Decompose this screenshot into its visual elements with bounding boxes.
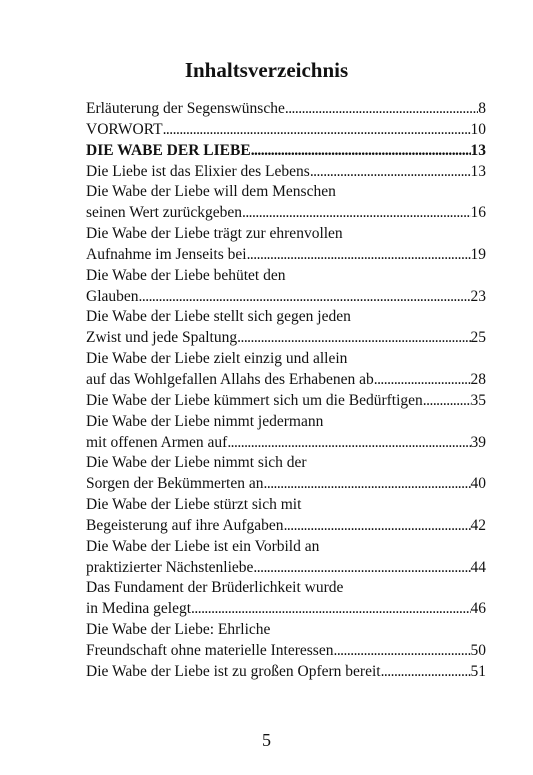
- dot-leader: [139, 287, 471, 308]
- toc-page-number: 10: [470, 120, 486, 138]
- toc-entry-title: Die Wabe der Liebe zielt einzig und allein: [86, 350, 348, 368]
- toc-entry: [86, 120, 486, 141]
- toc-entry-line: [86, 224, 486, 245]
- toc-entry: [86, 495, 486, 537]
- toc-entry: [86, 620, 486, 662]
- toc-entry: [86, 99, 486, 120]
- toc-entry-line: [86, 182, 486, 203]
- toc-entry-line: [86, 433, 486, 454]
- toc-entry-title: in Medina gelegt: [86, 600, 192, 618]
- toc-entry-line: [86, 453, 486, 474]
- toc-entry-title: Glauben: [86, 287, 139, 305]
- toc-entry-title: Sorgen der Bekümmerten an: [86, 475, 264, 493]
- toc-entry-title: Die Wabe der Liebe ist zu großen Opfern bereit: [86, 662, 381, 680]
- toc-entry: [86, 537, 486, 579]
- dot-leader: [423, 391, 471, 412]
- dot-leader: [242, 203, 471, 224]
- toc-entry-line: [86, 558, 486, 579]
- toc-page-number: 51: [470, 662, 486, 680]
- toc-entry-line: [86, 537, 486, 558]
- toc-entry-line: [86, 141, 486, 162]
- toc-page-number: 46: [470, 600, 486, 618]
- dot-leader: [284, 516, 471, 537]
- toc-entry-title: auf das Wohlgefallen Allahs des Erhabenen ab: [86, 370, 374, 388]
- toc-page-number: 44: [470, 558, 486, 576]
- toc-page-number: 42: [470, 516, 486, 534]
- toc-entry-title: Erläuterung der Segenswünsche: [86, 100, 285, 117]
- toc-entry-line: [86, 203, 486, 224]
- toc-entry-line: [86, 328, 486, 349]
- dot-leader: [381, 662, 471, 683]
- toc-entry: [86, 453, 486, 495]
- toc-page-number: 19: [470, 245, 486, 263]
- toc-entry-line: [86, 578, 486, 599]
- dot-leader: [374, 370, 471, 391]
- dot-leader: [264, 474, 471, 495]
- toc-entry-title: Die Wabe der Liebe ist ein Vorbild an: [86, 537, 320, 555]
- toc-page-number: 25: [470, 329, 486, 347]
- toc-entry-title: Die Wabe der Liebe nimmt sich der: [86, 454, 307, 472]
- toc-entry-line: [86, 412, 486, 433]
- toc-page-number: 35: [470, 391, 486, 409]
- toc-entry-line: [86, 307, 486, 328]
- page-title: Inhaltsverzeichnis: [184, 58, 349, 82]
- toc-entry-title: Freundschaft ohne materielle Interessen: [86, 641, 334, 659]
- toc-entry-title: praktizierter Nächstenliebe: [86, 558, 254, 576]
- toc-entry: [86, 162, 486, 183]
- toc-page-number: 8: [478, 100, 486, 117]
- toc-entry-title: Das Fundament der Brüderlichkeit wurde: [86, 579, 344, 597]
- toc-entry-title: Die Wabe der Liebe behütet den: [86, 266, 286, 284]
- toc-entry-title: Die Wabe der Liebe: Ehrliche: [86, 621, 271, 639]
- dot-leader: [251, 141, 471, 162]
- dot-leader: [247, 245, 471, 266]
- toc-entry-line: [86, 641, 486, 662]
- toc-entry-line: [86, 287, 486, 308]
- toc-entry-line: [86, 620, 486, 641]
- toc-entry-title: Aufnahme im Jenseits bei: [86, 245, 247, 263]
- toc-entry: [86, 266, 486, 308]
- dot-leader: [191, 599, 470, 620]
- toc-entry-line: [86, 474, 486, 495]
- toc-entry-line: [86, 391, 486, 412]
- toc-entry-line: [86, 516, 486, 537]
- toc-entry-line: [86, 599, 486, 620]
- toc-entry-title: seinen Wert zurückgeben: [86, 204, 242, 222]
- toc-entry: [86, 412, 486, 454]
- toc-entry-line: [86, 495, 486, 516]
- toc-entry-title: Die Liebe ist das Elixier des Lebens: [86, 162, 310, 180]
- toc-entry: [86, 391, 486, 412]
- toc-entry-title: Die Wabe der Liebe stellt sich gegen jeden: [86, 308, 351, 326]
- dot-leader: [227, 433, 470, 454]
- toc-entry-line: [86, 245, 486, 266]
- toc-page-number: 13: [470, 141, 486, 159]
- toc-entry-line: [86, 99, 486, 120]
- page-number: 5: [262, 730, 271, 750]
- toc-entry-title: Die Wabe der Liebe stürzt sich mit: [86, 496, 302, 514]
- dot-leader: [310, 162, 471, 183]
- toc-entry-line: [86, 162, 486, 183]
- toc-entry: [86, 141, 486, 162]
- toc-entry-title: Die Wabe der Liebe kümmert sich um die Bedürftigen: [86, 391, 423, 409]
- dot-leader: [237, 328, 470, 349]
- toc-entry: [86, 578, 486, 620]
- dot-leader: [333, 641, 470, 662]
- toc-entry-title: Zwist und jede Spaltung: [86, 329, 238, 347]
- toc-entry-line: [86, 120, 486, 141]
- table-of-contents: [86, 99, 486, 683]
- toc-entry-title: Die Wabe der Liebe trägt zur ehrenvollen: [86, 225, 343, 243]
- dot-leader: [285, 99, 478, 120]
- toc-entry: [86, 662, 486, 683]
- toc-page-number: 50: [470, 641, 486, 659]
- toc-entry: [86, 307, 486, 349]
- toc-entry-title: mit offenen Armen auf: [86, 433, 228, 451]
- toc-page-number: 16: [470, 204, 486, 222]
- toc-entry: [86, 349, 486, 391]
- toc-page-number: 28: [470, 370, 486, 388]
- toc-page-number: 40: [470, 475, 486, 493]
- toc-entry-line: [86, 349, 486, 370]
- toc-entry-title: VORWORT: [86, 120, 163, 138]
- toc-entry-title: Die Wabe der Liebe nimmt jedermann: [86, 412, 324, 430]
- toc-page-number: 39: [470, 433, 486, 451]
- toc-page-number: 13: [470, 162, 486, 180]
- dot-leader: [163, 120, 471, 141]
- toc-entry-line: [86, 662, 486, 683]
- toc-entry-title: DIE WABE DER LIEBE: [86, 141, 251, 159]
- toc-entry: [86, 224, 486, 266]
- toc-entry-line: [86, 266, 486, 287]
- toc-entry-title: Die Wabe der Liebe will dem Menschen: [86, 183, 336, 201]
- toc-entry-line: [86, 370, 486, 391]
- toc-entry: [86, 182, 486, 224]
- toc-page-number: 23: [470, 287, 486, 305]
- toc-entry-title: Begeisterung auf ihre Aufgaben: [86, 516, 284, 534]
- dot-leader: [253, 558, 470, 579]
